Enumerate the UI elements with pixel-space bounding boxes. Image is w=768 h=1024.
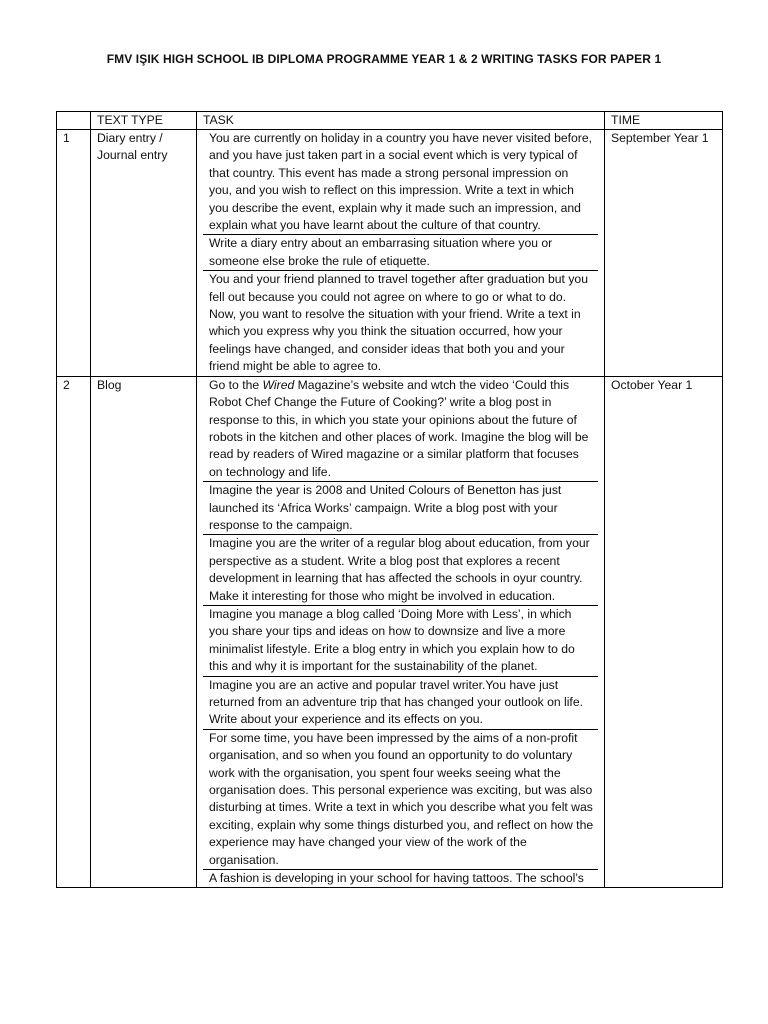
task-item: For some time, you have been impressed by the aims of a non-profit organisation, and so when you found an opportunity to do voluntary work with the organisation, you spent four weeks seeing what the organisation does. This personal experience was exciting, but was also disturbing at times. Write a text in which you describe what you felt was exciting, explain why some things disturbed you, and reflect on how the experience may have changed your view of the work of the organisation. (203, 729, 598, 869)
row-tasks (197, 376, 605, 888)
row-time: September Year 1 (605, 130, 723, 377)
task-item: Imagine the year is 2008 and United Colours of Benetton has just launched its ‘Africa Works’ campaign. Write a blog post with your response to the campaign. (203, 481, 598, 534)
task-item: Write a diary entry about an embarrasing situation where you or someone else broke the rule of etiquette. (203, 234, 598, 270)
table-header-row (57, 112, 723, 130)
row-number: 1 (57, 130, 91, 377)
row-text-type: Diary entry / Journal entry (91, 130, 197, 377)
row-text-type: Blog (91, 376, 197, 888)
task-item (203, 377, 598, 481)
task-text-after: Magazine’s website and wtch the video ‘Could this Robot Chef Change the Future of Cooking?’ write a blog post in response to this, in which you state your opinions about the future of robots in the kitchen and other places of work. Imagine the blog will be read by readers of Wired magazine or a similar platform that focuses on technology and life. (209, 377, 589, 479)
header-time: TIME (605, 112, 723, 130)
task-item: You and your friend planned to travel together after graduation but you fell out because you could not agree on where to go or what to do. Now, you want to resolve the situation with your friend. Write a text in which you express why you think the situation occurred, how your feelings have changed, and consider ideas that both you and your friend might be able to agree to. (203, 270, 598, 375)
header-text-type: TEXT TYPE (91, 112, 197, 130)
row-tasks (197, 130, 605, 377)
table-row (57, 376, 723, 888)
table-row (57, 130, 723, 377)
row-time: October Year 1 (605, 376, 723, 888)
row-number: 2 (57, 376, 91, 888)
document-title: FMV IŞIK HIGH SCHOOL IB DIPLOMA PROGRAMME YEAR 1 & 2 WRITING TASKS FOR PAPER 1 (106, 52, 662, 66)
header-task: TASK (197, 112, 605, 130)
task-text-before: Go to the (209, 377, 263, 392)
task-text-italic: Wired (262, 377, 295, 392)
writing-tasks-table (56, 111, 723, 888)
task-item: A fashion is developing in your school for having tattoos. The school’s (203, 869, 598, 887)
task-item: You are currently on holiday in a country you have never visited before, and you have just taken part in a social event which is very typical of that country. This event has made a strong personal impression on you, and you wish to reflect on this impression. Write a text in which you describe the event, explain why it made such an impression, and explain what you have learnt about the culture of that country. (209, 131, 593, 233)
header-number (57, 112, 91, 130)
task-item: Imagine you manage a blog called ‘Doing More with Less’, in which you share your tips and ideas on how to downsize and live a more minimalist lifestyle. Erite a blog entry in which you explain how to do this and why it is important for the sustainability of the planet. (203, 605, 598, 676)
task-item: Imagine you are an active and popular travel writer.You have just returned from an adventure trip that has changed your outlook on life. Write about your experience and its effects on you. (203, 676, 598, 729)
task-item: Imagine you are the writer of a regular blog about education, from your perspective as a student. Write a blog post that explores a recent development in learning that has affected the schools in oyur country. Make it interesting for those who might be involved in education. (203, 534, 598, 605)
